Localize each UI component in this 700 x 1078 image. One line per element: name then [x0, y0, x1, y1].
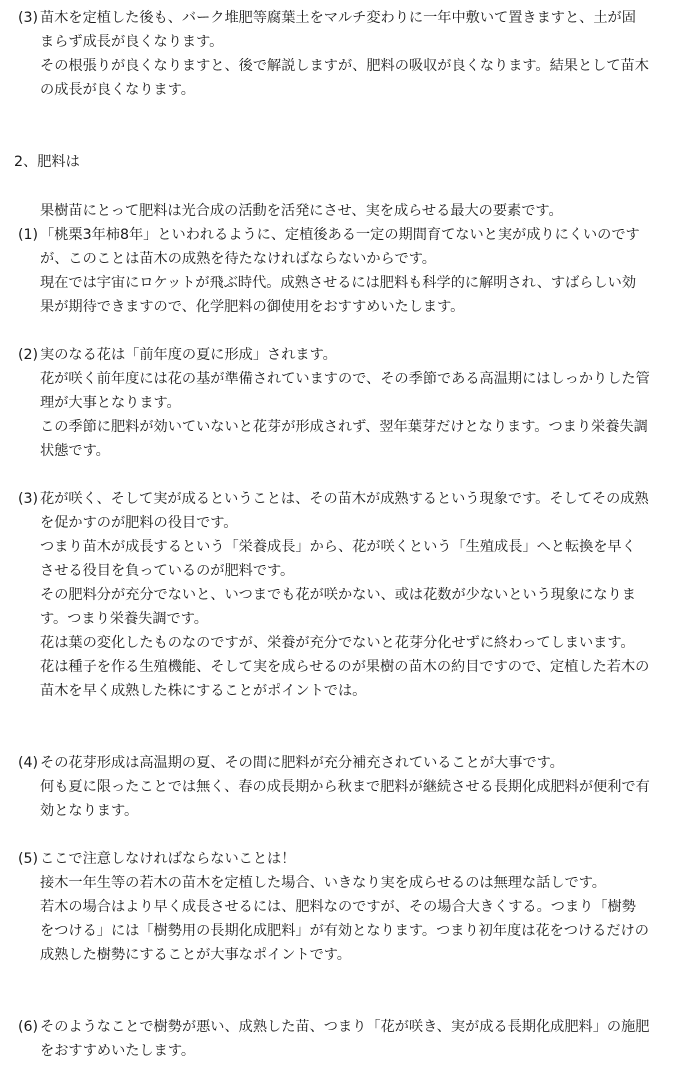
section-item-3: [0, 487, 650, 703]
paragraph: 接木一年生等の若木の苗木を定植した場合、いきなり実を成らせるのは無理な話しです。: [40, 875, 606, 891]
paragraph: 現在では宇宙にロケットが飛ぶ時代。成熟させるには肥料も科学的に解明され、すばらしい効果が期待できますので、化学肥料の御使用をおすすめいたします。: [40, 275, 637, 315]
paragraph: 「桃栗3年柿8年」といわれるように、定植後ある一定の期間育てないと実が成りにくいのですが、このことは苗木の成熟を待たなければならないからです。: [40, 227, 640, 267]
item-number: (3): [18, 491, 39, 507]
paragraph: 若木の場合はより早く成長させるには、肥料なのですが、その場合大きくする。つまり「樹勢をつける」には「樹勢用の長期化成肥料」が有効となります。つまり初年度は花をつけるだけの成熟した樹勢にすることが大事なポイントです。: [40, 899, 649, 963]
paragraph: この季節に肥料が効いていないと花芽が形成されず、翌年葉芽だけとなります。つまり栄養失調状態です。: [40, 419, 648, 459]
item-number: (4): [18, 755, 39, 771]
paragraph: 実のなる花は「前年度の夏に形成」されます。: [40, 347, 337, 363]
section-item-6: [0, 1015, 650, 1063]
item-number: (1): [18, 227, 39, 243]
section-item-2: [0, 343, 650, 463]
section-item-3-top: [0, 6, 650, 102]
paragraph: 何も夏に限ったことでは無く、春の成長期から秋まで肥料が継続させる長期化成肥料が便利で有効となります。: [40, 779, 650, 819]
section-item-4: [0, 751, 650, 823]
paragraph: 花が咲く前年度には花の基が準備されていますので、その季節である高温期にはしっかりした管理が大事となります。: [40, 371, 650, 411]
item-number: (5): [18, 851, 39, 867]
paragraph: ここで注意しなければならないことは！: [40, 851, 296, 867]
item-number: (2): [18, 347, 39, 363]
paragraph: 花が咲く、そして実が成るということは、その苗木が成熟するという現象です。そしてその成熟を促かすのが肥料の役目です。: [40, 491, 649, 531]
section-heading: 2、肥料は: [14, 154, 80, 170]
paragraph: 花は種子を作る生殖機能、そして実を成らせるのが果樹の苗木の約目ですので、定植した若木の苗木を早く成熟した株にすることがポイントでは。: [40, 659, 650, 699]
paragraph: そのようなことで樹勢が悪い、成熟した苗、つまり「花が咲き、実が成る長期化成肥料」の施肥をおすすめいたします。: [40, 1019, 650, 1059]
paragraph: 苗木を定植した後も、バーク堆肥等腐葉土をマルチ変わりに一年中敷いて置きますと、土が固まらず成長が良くなります。: [40, 10, 636, 50]
section-item-5: [0, 847, 650, 967]
paragraph: その根張りが良くなりますと、後で解説しますが、肥料の吸収が良くなります。結果として苗木の成長が良くなります。: [40, 58, 649, 98]
item-number: (3): [18, 10, 39, 26]
item-number: (6): [18, 1019, 39, 1035]
intro-paragraph: 果樹苗にとって肥料は光合成の活動を活発にさせ、実を成らせる最大の要素です。: [40, 203, 563, 219]
paragraph: 花は葉の変化したものなのですが、栄養が充分でないと花芽分化せずに終わってしまいます。: [40, 635, 635, 651]
paragraph: その肥料分が充分でないと、いつまでも花が咲かない、或は花数が少ないという現象になります。つまり栄養失調です。: [40, 587, 636, 627]
section-item-1: [0, 223, 650, 319]
paragraph: その花芽形成は高温期の夏、その間に肥料が充分補充されていることが大事です。: [40, 755, 564, 771]
paragraph: つまり苗木が成長するという「栄養成長」から、花が咲くという「生殖成長」へと転換を早くさせる役目を負っているのが肥料です。: [40, 539, 636, 579]
